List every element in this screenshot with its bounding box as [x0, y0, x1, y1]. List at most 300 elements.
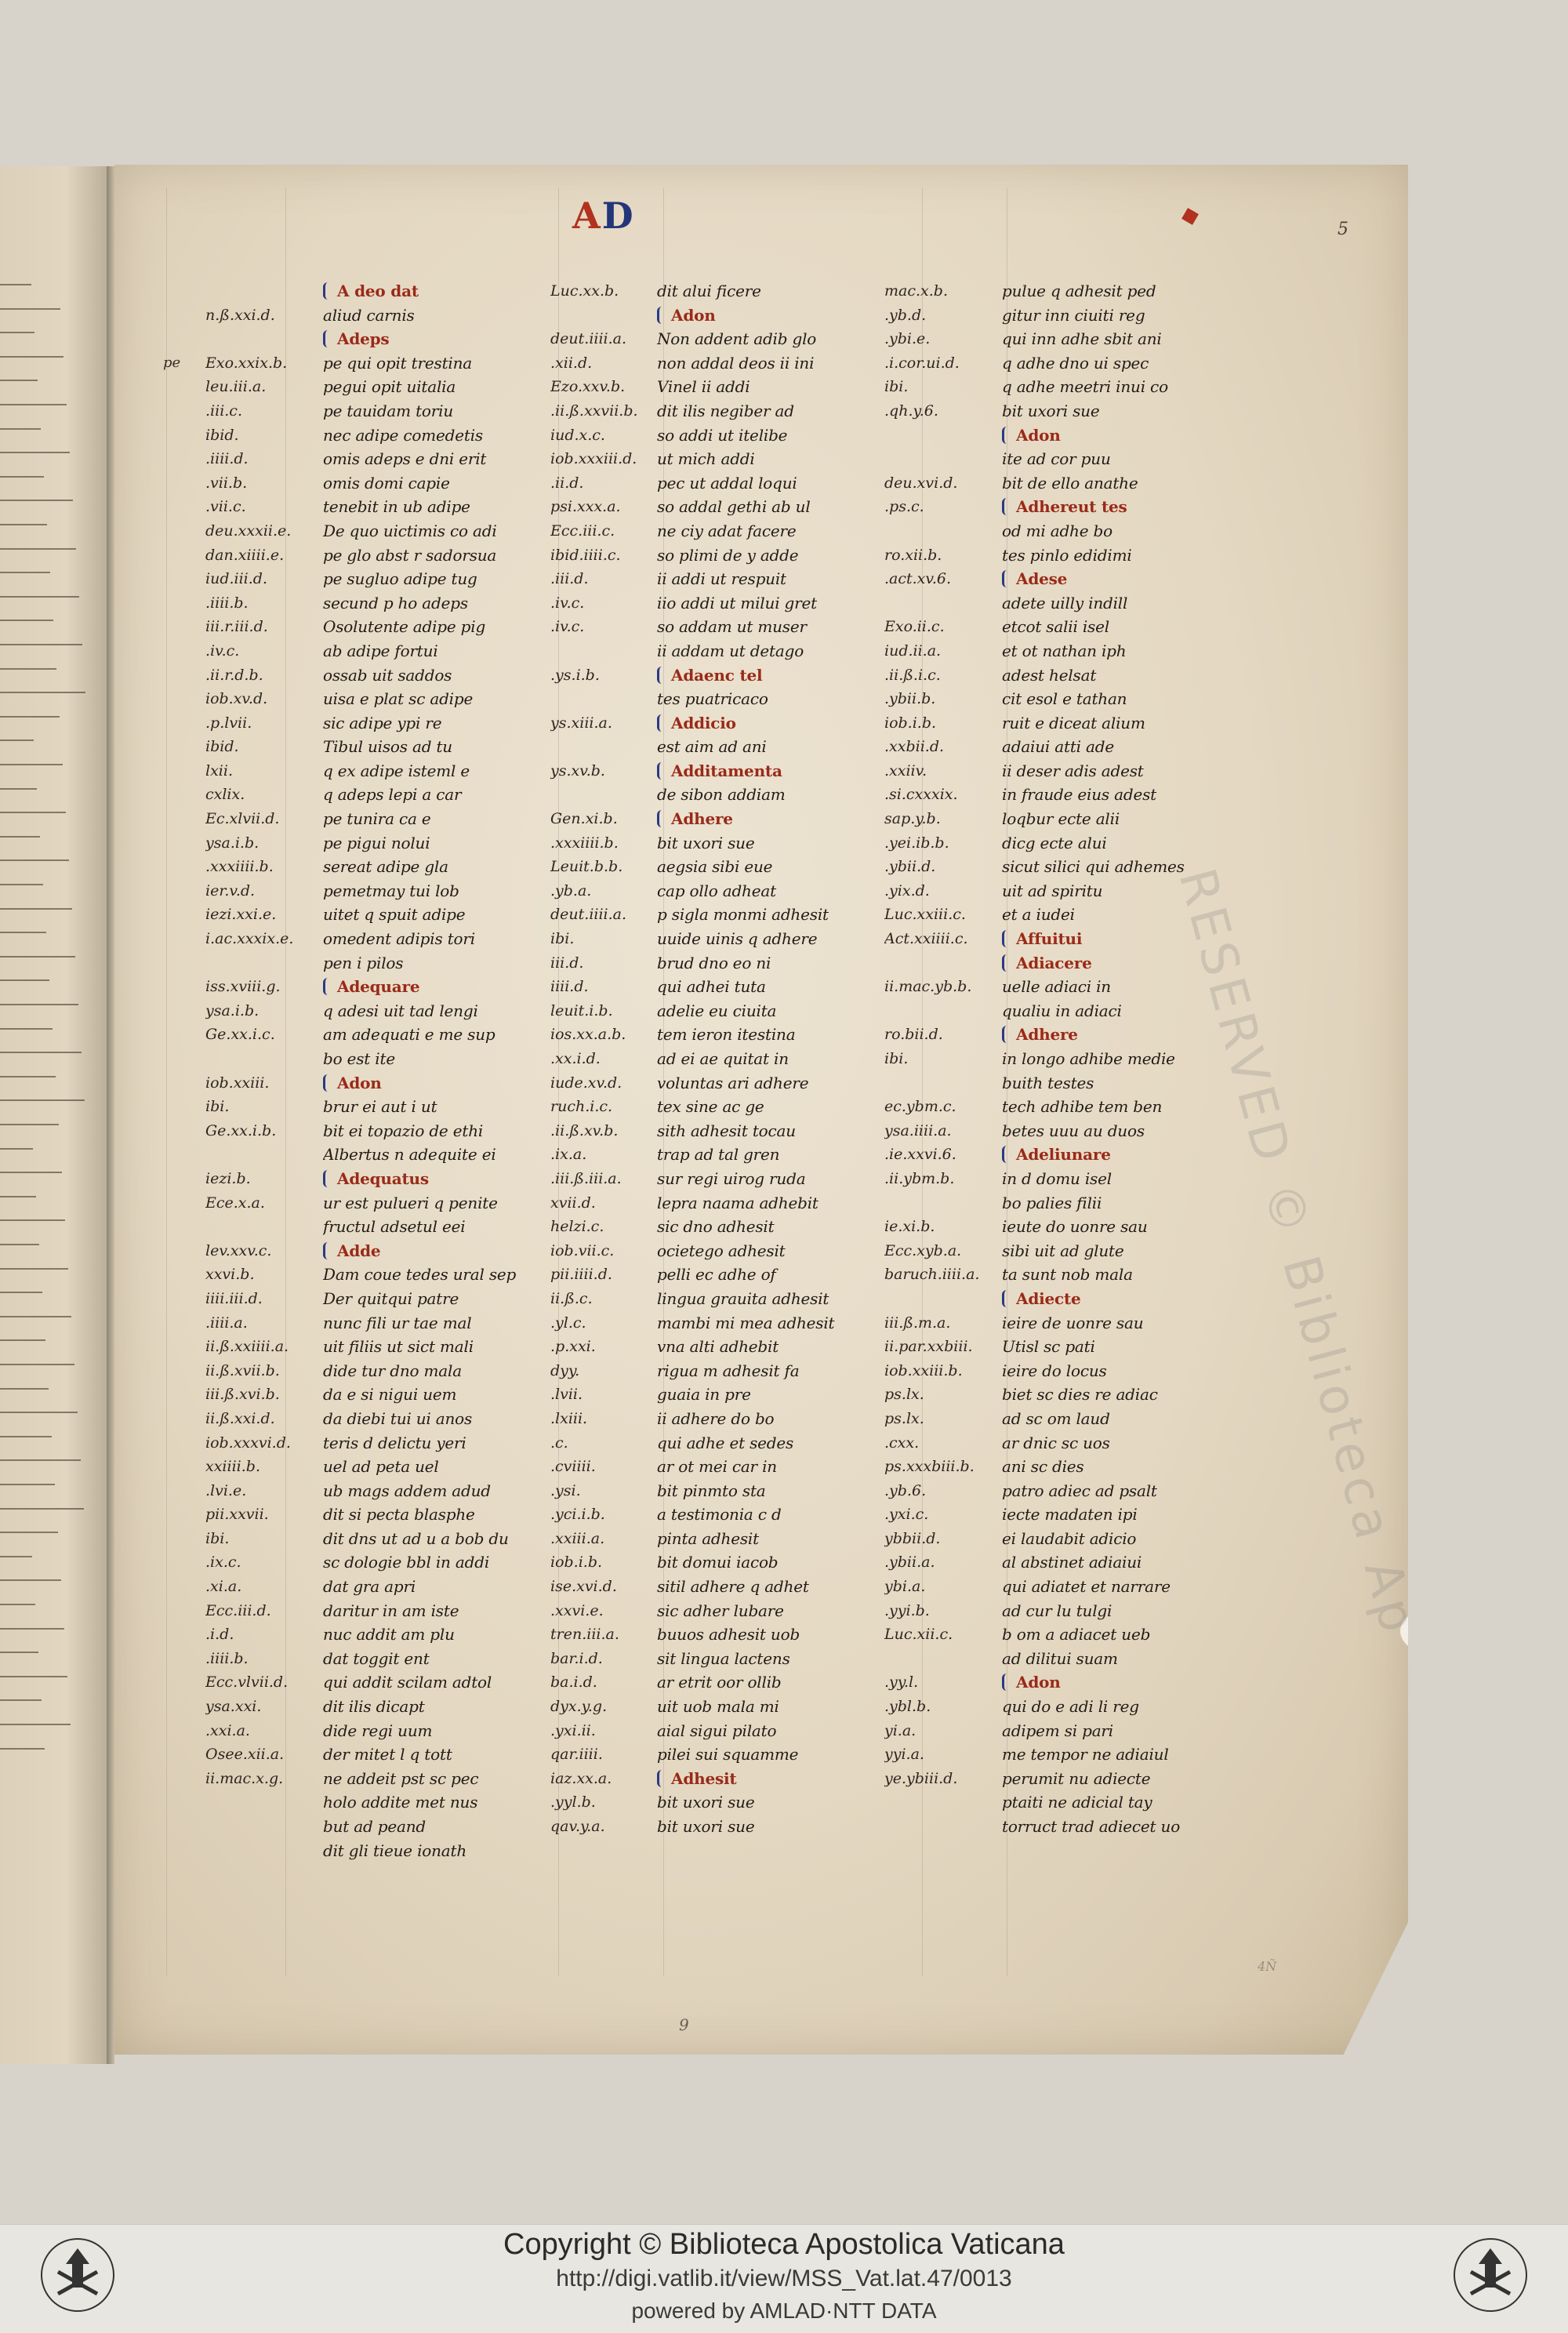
- concordance-line: [323, 1263, 550, 1287]
- verse-reference: .iii.ß.iii.a.: [550, 1169, 622, 1187]
- verse-reference: tren.iii.a.: [550, 1626, 619, 1644]
- verse-reference: yyi.a.: [884, 1746, 924, 1764]
- verse-reference: Exo.xxix.b.: [205, 354, 288, 372]
- verse-reference: ps.lx.: [884, 1409, 924, 1427]
- concordance-text: ar dnic sc uos: [1002, 1433, 1110, 1452]
- concordance-line: [657, 375, 884, 399]
- concordance-text: fructul adsetul eei: [323, 1217, 466, 1237]
- concordance-text: brur ei aut i ut: [323, 1097, 437, 1117]
- concordance-text: dit ilis dicapt: [323, 1697, 425, 1717]
- concordance-text: cit esol e tathan: [1002, 689, 1127, 709]
- concordance-text: ani sc dies: [1002, 1457, 1084, 1477]
- concordance-line: [323, 1647, 550, 1671]
- copyright-footer: [0, 2224, 1568, 2333]
- facing-page-text-trace: [0, 764, 63, 765]
- concordance-line: [323, 1455, 550, 1479]
- concordance-line: [323, 1023, 550, 1047]
- verse-reference: .ii.ß.xxvii.b.: [550, 402, 638, 420]
- verse-reference: .lvi.e.: [205, 1481, 247, 1499]
- facing-page-text-trace: [0, 1628, 64, 1630]
- concordance-line: [657, 1239, 884, 1263]
- concordance-line: [1002, 471, 1237, 496]
- concordance-text: cap ollo adheat: [657, 881, 776, 900]
- facing-page-text-trace: [0, 620, 53, 621]
- concordance-text: torruct trad adiecet uo: [1002, 1817, 1181, 1836]
- concordance-line: [657, 543, 884, 568]
- verse-reference: [884, 999, 1002, 1023]
- concordance-line: [1002, 783, 1237, 807]
- rubricated-lemma: Adiecte: [1002, 1289, 1081, 1308]
- concordance-text: iecte madaten ipi: [1002, 1505, 1138, 1524]
- concordance-line: [657, 903, 884, 927]
- concordance-text: aegsia sibi eue: [657, 857, 773, 877]
- verse-reference: .act.xv.6.: [884, 570, 952, 588]
- concordance-text: bit uxori sue: [657, 1793, 755, 1812]
- concordance-text: adete uilly indill: [1002, 593, 1128, 612]
- concordance-line: [323, 567, 550, 591]
- concordance-line: [657, 1359, 884, 1383]
- facing-page-text-trace: [0, 380, 38, 381]
- verse-reference: iob.vii.c.: [550, 1241, 615, 1259]
- rubricated-lemma: A deo dat: [323, 282, 419, 300]
- verse-reference: iii.r.iii.d.: [205, 618, 268, 636]
- concordance-text: nec adipe comedetis: [323, 425, 483, 445]
- verse-reference: sap.y.b.: [884, 810, 941, 828]
- concordance-text: pe glo abst r sadorsua: [323, 545, 497, 565]
- verse-reference: dyx.y.g.: [550, 1698, 608, 1716]
- facing-page-text-trace: [0, 1076, 56, 1077]
- concordance-line: [657, 999, 884, 1023]
- verse-reference: deu.xvi.d.: [884, 474, 958, 492]
- concordance-line: [1002, 447, 1237, 471]
- verse-reference: .yyi.b.: [884, 1601, 930, 1619]
- verse-reference: .i.cor.ui.d.: [884, 354, 960, 372]
- concordance-line: [1002, 543, 1237, 568]
- vatican-library-logo: [1432, 2233, 1549, 2325]
- verse-reference: .yei.ib.b.: [884, 834, 949, 852]
- verse-reference: .yb.6.: [884, 1481, 927, 1499]
- facing-page-text-trace: [0, 884, 43, 885]
- concordance-text: al abstinet adiaiui: [1002, 1553, 1142, 1572]
- concordance-text: adelie eu ciuita: [657, 1001, 777, 1020]
- verse-reference: n.ß.xxi.d.: [205, 306, 275, 324]
- concordance-line: [1002, 591, 1237, 616]
- verse-reference: Ec.xlvii.d.: [205, 810, 280, 828]
- concordance-line: [1002, 1550, 1237, 1575]
- verse-reference: ro.bii.d.: [884, 1026, 943, 1044]
- concordance-line: [657, 327, 884, 351]
- concordance-line: [323, 303, 550, 328]
- verse-reference: iud.iii.d.: [205, 570, 267, 588]
- verse-reference: .iii.c.: [205, 402, 242, 420]
- rubricated-lemma: Adeps: [323, 329, 389, 348]
- concordance-line: [323, 687, 550, 711]
- verse-reference: iezi.xxi.e.: [205, 906, 277, 924]
- concordance-line: [657, 879, 884, 903]
- facing-page-text-trace: [0, 548, 76, 550]
- shelf-mark: 4Ñ: [1258, 1959, 1277, 1974]
- verse-reference: .vii.c.: [205, 498, 246, 516]
- facing-page-text-trace: [0, 476, 44, 478]
- verse-reference: .yb.a.: [550, 881, 592, 899]
- concordance-text: der mitet l q tott: [323, 1745, 452, 1764]
- verse-reference: ii.mac.yb.b.: [884, 978, 972, 996]
- concordance-text: b om a adiacet ueb: [1002, 1625, 1151, 1644]
- concordance-text: adaiui atti ade: [1002, 737, 1114, 757]
- concordance-line: [1002, 1191, 1237, 1216]
- concordance-line: [323, 1287, 550, 1311]
- concordance-text: omis domi capie: [323, 473, 450, 492]
- concordance-text: ut mich addi: [657, 449, 755, 469]
- concordance-line: [323, 783, 550, 807]
- concordance-line: [657, 279, 884, 303]
- verse-reference: leuit.i.b.: [550, 1001, 613, 1019]
- verse-reference: [884, 447, 1002, 471]
- facing-page-text-trace: [0, 524, 47, 525]
- concordance-text: Non addent adib glo: [657, 329, 817, 349]
- concordance-line: [1002, 1047, 1237, 1071]
- verse-reference: [884, 423, 1002, 448]
- verse-reference: .xxxiiii.b.: [205, 858, 274, 876]
- verse-reference: [205, 327, 323, 351]
- reference-column-3: [884, 279, 1002, 1790]
- verse-reference: .ybi.e.: [884, 330, 931, 348]
- text-column-2: [657, 279, 884, 1839]
- facing-page-text-trace: [0, 932, 46, 933]
- verse-reference: i.ac.xxxix.e.: [205, 930, 294, 948]
- concordance-text: Vinel ii addi: [657, 377, 750, 397]
- verse-reference: .xxxiiii.b.: [550, 834, 619, 852]
- concordance-text: sicut silici qui adhemes: [1002, 857, 1185, 877]
- concordance-line: [323, 927, 550, 951]
- rubricated-lemma: Adaenc tel: [657, 666, 762, 685]
- facing-page-text-trace: [0, 740, 34, 741]
- verse-reference: Leuit.b.b.: [550, 858, 623, 876]
- concordance-text: tech adhibe tem ben: [1002, 1097, 1163, 1117]
- facing-page-text-trace: [0, 716, 60, 718]
- facing-page-text-trace: [0, 1436, 52, 1437]
- verse-reference: dan.xiiii.e.: [205, 546, 285, 564]
- verse-reference: Act.xxiiii.c.: [884, 930, 968, 948]
- facing-page-text-trace: [0, 1724, 71, 1725]
- concordance-line: [323, 639, 550, 663]
- concordance-text: sitil adhere q adhet: [657, 1577, 809, 1597]
- concordance-text: pinta adhesit: [657, 1528, 759, 1548]
- facing-page-text-trace: [0, 859, 69, 861]
- concordance-text: biet sc dies re adiac: [1002, 1385, 1158, 1405]
- concordance-text: tenebit in ub adipe: [323, 497, 470, 517]
- verse-reference: yi.a.: [884, 1721, 916, 1739]
- concordance-text: bit de ello anathe: [1002, 473, 1138, 492]
- lemma-line: [1002, 423, 1237, 448]
- concordance-line: [1002, 375, 1237, 399]
- concordance-text: Albertus n adequite ei: [323, 1145, 496, 1165]
- verse-reference: .yb.d.: [884, 306, 927, 324]
- concordance-line: [657, 447, 884, 471]
- source-url[interactable]: http://digi.vatlib.it/view/MSS_Vat.lat.47/0013: [556, 2266, 1012, 2291]
- concordance-line: [1002, 1599, 1237, 1623]
- concordance-text: ad ei ae quitat in: [657, 1049, 789, 1068]
- verse-reference: deut.iiii.a.: [550, 906, 627, 924]
- concordance-text: in fraude eius adest: [1002, 785, 1156, 805]
- verse-reference: ye.ybiii.d.: [884, 1769, 958, 1787]
- concordance-line: [323, 1575, 550, 1599]
- concordance-text: Osolutente adipe pig: [323, 617, 486, 637]
- verse-reference: [884, 591, 1002, 616]
- concordance-text: ei laudabit adicio: [1002, 1528, 1137, 1548]
- concordance-line: [657, 1311, 884, 1335]
- verse-reference: [884, 519, 1002, 543]
- concordance-text: gitur inn ciuiti reg: [1002, 305, 1145, 325]
- verse-reference: .ii.ß.i.c.: [884, 666, 941, 684]
- concordance-text: q adeps lepi a car: [323, 785, 462, 805]
- concordance-line: [657, 1383, 884, 1407]
- concordance-line: [657, 783, 884, 807]
- lemma-line: [657, 303, 884, 328]
- concordance-text: sibi uit ad glute: [1002, 1241, 1124, 1260]
- rubricated-lemma: Adde: [323, 1241, 380, 1260]
- concordance-line: [323, 375, 550, 399]
- concordance-line: [323, 1503, 550, 1527]
- verse-reference: ibi.: [205, 1529, 230, 1547]
- verse-reference: .xii.d.: [550, 354, 593, 372]
- concordance-text: p sigla monmi adhesit: [657, 905, 829, 925]
- concordance-line: [657, 1527, 884, 1551]
- verse-reference: [550, 735, 657, 759]
- concordance-line: [657, 495, 884, 519]
- concordance-text: bit uxori sue: [657, 833, 755, 852]
- verse-reference: iob.xxxvi.d.: [205, 1434, 291, 1452]
- facing-page-text-trace: [0, 1412, 78, 1413]
- concordance-line: [657, 399, 884, 423]
- concordance-text: iio addi ut milui gret: [657, 593, 817, 612]
- facing-page-text-trace: [0, 908, 72, 910]
- verse-reference: .ix.c.: [205, 1554, 241, 1572]
- concordance-text: nunc fili ur tae mal: [323, 1313, 472, 1332]
- concordance-text: sic adipe ypi re: [323, 713, 442, 732]
- concordance-line: [657, 1479, 884, 1503]
- facing-page-text-trace: [0, 1508, 84, 1510]
- facing-page-text-trace: [0, 1339, 45, 1341]
- verse-reference: ii.ß.xxiiii.a.: [205, 1338, 289, 1356]
- concordance-text: ad dilitui suam: [1002, 1648, 1118, 1668]
- concordance-text: dicg ecte alui: [1002, 833, 1107, 852]
- verse-reference: ise.xvi.d.: [550, 1578, 617, 1596]
- concordance-line: [657, 1790, 884, 1815]
- concordance-line: [657, 567, 884, 591]
- concordance-line: [323, 1527, 550, 1551]
- concordance-line: [657, 831, 884, 856]
- concordance-line: [1002, 1239, 1237, 1263]
- verse-reference: Exo.ii.c.: [884, 618, 945, 636]
- concordance-text: q ex adipe isteml e: [323, 761, 470, 780]
- concordance-text: dat toggit ent: [323, 1648, 430, 1668]
- concordance-text: aliud carnis: [323, 305, 415, 325]
- concordance-text: De quo uictimis co adi: [323, 521, 497, 540]
- concordance-text: lingua grauita adhesit: [657, 1288, 829, 1308]
- lemma-line: [1002, 495, 1237, 519]
- facing-page-text-trace: [0, 356, 64, 358]
- concordance-line: [657, 951, 884, 976]
- concordance-text: buuos adhesit uob: [657, 1625, 800, 1644]
- concordance-line: [657, 1815, 884, 1839]
- verse-reference: .ybl.b.: [884, 1698, 931, 1716]
- concordance-text: qui adhe et sedes: [657, 1433, 794, 1452]
- verse-reference: Ece.x.a.: [205, 1194, 265, 1212]
- concordance-line: [323, 1119, 550, 1143]
- verse-reference: .p.lvii.: [205, 714, 252, 732]
- verse-reference: .iiii.b.: [205, 594, 249, 612]
- verse-reference: iiii.iii.d.: [205, 1289, 263, 1307]
- facing-page-text-trace: [0, 332, 34, 333]
- verse-reference: ibi.: [205, 1098, 230, 1116]
- concordance-line: [323, 1191, 550, 1216]
- concordance-line: [1002, 687, 1237, 711]
- concordance-line: [657, 1023, 884, 1047]
- verse-reference: .ybii.a.: [884, 1554, 935, 1572]
- verse-reference: ysa.iiii.a.: [884, 1121, 952, 1139]
- verse-reference: .yy.l.: [884, 1673, 919, 1692]
- concordance-line: [323, 807, 550, 831]
- concordance-line: [657, 1263, 884, 1287]
- concordance-line: [323, 1623, 550, 1647]
- facing-page-text-trace: [0, 668, 56, 670]
- concordance-text: sith adhesit tocau: [657, 1121, 796, 1140]
- concordance-text: uitet q spuit adipe: [323, 905, 466, 925]
- concordance-text: ne ciy adat facere: [657, 521, 797, 540]
- concordance-text: ruit e diceat alium: [1002, 713, 1145, 732]
- verse-reference: mac.x.b.: [884, 282, 948, 300]
- verse-reference: [884, 1647, 1002, 1671]
- concordance-line: [657, 1287, 884, 1311]
- concordance-text: ad cur lu tulgi: [1002, 1601, 1112, 1620]
- verse-reference: ruch.i.c.: [550, 1098, 613, 1116]
- verse-reference: .ii.ß.xv.b.: [550, 1121, 619, 1139]
- concordance-text: ieute do uonre sau: [1002, 1217, 1148, 1237]
- concordance-line: [1002, 1742, 1237, 1767]
- concordance-text: dit dns ut ad u a bob du: [323, 1528, 509, 1548]
- rubricated-lemma: Addicio: [657, 714, 736, 732]
- verse-reference: .xxiiv.: [884, 761, 927, 779]
- verse-reference: Ge.xx.i.b.: [205, 1121, 277, 1139]
- running-heading: [572, 194, 635, 237]
- concordance-text: omedent adipis tori: [323, 929, 475, 949]
- concordance-line: [657, 927, 884, 951]
- concordance-line: [657, 1695, 884, 1719]
- facing-page-text-trace: [0, 1459, 81, 1461]
- powered-by-text: powered by AMLAD·NTT DATA: [631, 2298, 937, 2323]
- rubricated-lemma: Affuitui: [1002, 929, 1082, 948]
- facing-page-text-trace: [0, 284, 31, 285]
- concordance-text: qui adiatet et narrare: [1002, 1577, 1171, 1597]
- concordance-text: ii addi ut respuit: [657, 569, 786, 589]
- concordance-text: brud dno eo ni: [657, 953, 771, 972]
- concordance-text: pen i pilos: [323, 953, 404, 972]
- concordance-text: so addal gethi ab ul: [657, 497, 811, 517]
- concordance-line: [323, 759, 550, 783]
- verse-reference: pii.iiii.d.: [550, 1266, 612, 1284]
- verse-reference: .ix.a.: [550, 1146, 587, 1164]
- concordance-text: Dam coue tedes ural sep: [323, 1265, 517, 1285]
- verse-reference: .c.: [550, 1434, 568, 1452]
- concordance-text: bo est ite: [323, 1049, 395, 1068]
- verse-reference: ibi.: [884, 1050, 909, 1067]
- concordance-line: [323, 735, 550, 759]
- lemma-line: [657, 1767, 884, 1791]
- facing-page-text-trace: [0, 500, 73, 501]
- concordance-text: but ad peand: [323, 1817, 426, 1836]
- concordance-line: [1002, 1503, 1237, 1527]
- verse-reference: .lxiii.: [550, 1409, 588, 1427]
- concordance-line: [1002, 327, 1237, 351]
- facing-page-text-trace: [0, 1676, 67, 1677]
- concordance-line: [323, 1359, 550, 1383]
- concordance-text: dit si pecta blasphe: [323, 1505, 475, 1524]
- facing-page-text-trace: [0, 692, 85, 693]
- concordance-line: [1002, 1359, 1237, 1383]
- concordance-line: [657, 1071, 884, 1096]
- verse-reference: .ysi.: [550, 1481, 581, 1499]
- verse-reference: .ys.i.b.: [550, 666, 600, 684]
- verse-reference: iud.x.c.: [550, 426, 605, 444]
- concordance-line: [657, 1647, 884, 1671]
- verse-reference: .iiii.a.: [205, 1314, 248, 1332]
- concordance-text: sit lingua lactens: [657, 1648, 790, 1668]
- verse-reference: ysa.xxi.: [205, 1698, 262, 1716]
- facing-page-text-trace: [0, 1292, 42, 1293]
- verse-reference: ii.ß.xxi.d.: [205, 1409, 275, 1427]
- concordance-line: [323, 471, 550, 496]
- verse-reference: .xx.i.d.: [550, 1050, 601, 1067]
- concordance-line: [323, 1143, 550, 1167]
- verse-reference: deut.iiii.a.: [550, 330, 627, 348]
- concordance-text: ab adipe fortui: [323, 641, 438, 660]
- copyright-text: Copyright © Biblioteca Apostolica Vaticana: [503, 2228, 1065, 2261]
- concordance-line: [323, 999, 550, 1023]
- rubricated-lemma: Adhere: [1002, 1025, 1078, 1044]
- concordance-line: [657, 855, 884, 879]
- facing-page-text-trace: [0, 979, 49, 981]
- lemma-line: [323, 975, 550, 999]
- concordance-text: uelle adiaci in: [1002, 977, 1111, 997]
- facing-page-text-trace: [0, 1028, 53, 1030]
- facing-page-text-trace: [0, 956, 75, 958]
- concordance-line: [657, 1143, 884, 1167]
- concordance-line: [657, 1719, 884, 1743]
- concordance-text: dit ilis negiber ad: [657, 401, 794, 420]
- concordance-line: [323, 543, 550, 568]
- concordance-text: et a iudei: [1002, 905, 1075, 925]
- concordance-line: [1002, 1479, 1237, 1503]
- facing-page-text-trace: [0, 1244, 39, 1245]
- concordance-text: pelli ec adhe of: [657, 1265, 776, 1285]
- concordance-text: tes puatricaco: [657, 689, 768, 709]
- verse-reference: [205, 1143, 323, 1167]
- facing-page-text-trace: [0, 572, 50, 573]
- concordance-text: patro adiec ad psalt: [1002, 1481, 1157, 1500]
- concordance-text: Utisl sc pati: [1002, 1337, 1095, 1357]
- verse-reference: ibi.: [550, 930, 575, 948]
- facing-page-text-trace: [0, 836, 40, 838]
- concordance-text: pilei sui squamme: [657, 1745, 799, 1764]
- verse-reference: .si.cxxxix.: [884, 786, 958, 804]
- verse-reference: [550, 639, 657, 663]
- concordance-line: [323, 1839, 550, 1863]
- concordance-line: [1002, 1575, 1237, 1599]
- concordance-line: [1002, 519, 1237, 543]
- concordance-text: da e si nigui uem: [323, 1385, 457, 1405]
- concordance-text: adipem si pari: [1002, 1721, 1113, 1740]
